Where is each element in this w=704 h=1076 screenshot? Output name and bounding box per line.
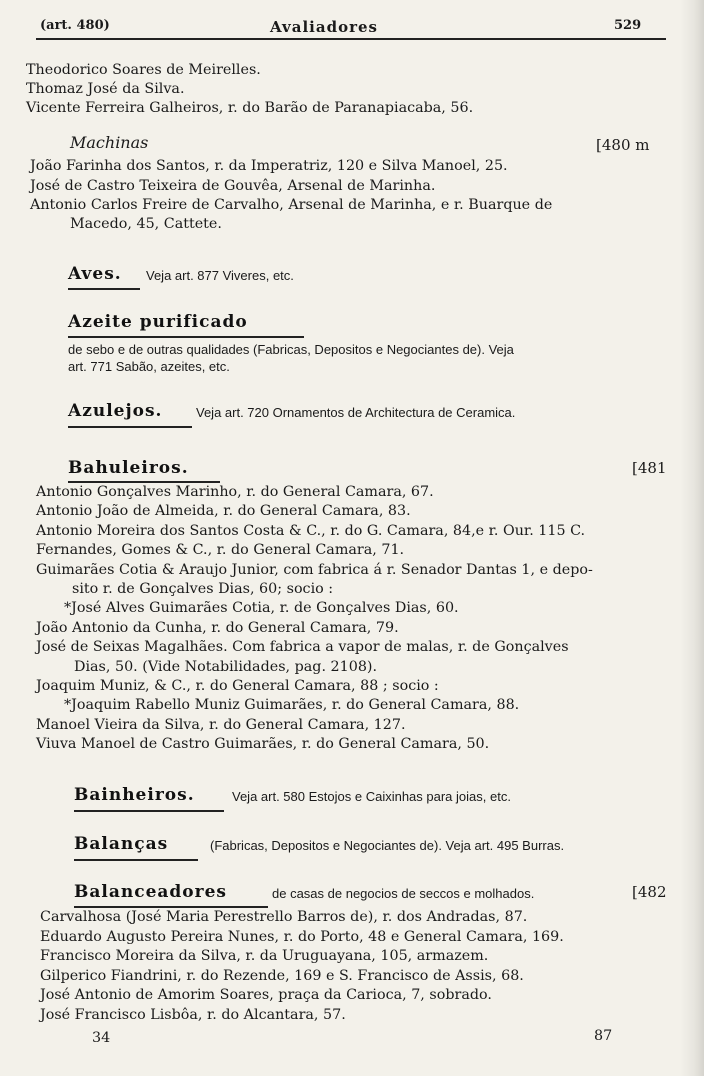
list-item: Eduardo Augusto Pereira Nunes, r. do Porto, 48 e General Camara, 169. [40, 929, 564, 945]
article-number: [482 [632, 883, 667, 901]
list-item: Guimarães Cotia & Araujo Junior, com fabrica á r. Senador Dantas 1, e depo- [36, 562, 593, 578]
header-page-number: 529 [614, 18, 642, 33]
list-item: Fernandes, Gomes & C., r. do General Camara, 71. [36, 542, 405, 558]
cross-reference: Veja art. 720 Ornamentos de Architectura de Ceramica. [196, 405, 516, 420]
list-item: Vicente Ferreira Galheiros, r. do Barão de Paranapiacaba, 56. [26, 100, 474, 116]
cross-reference: de sebo e de outras qualidades (Fabricas, Depositos e Negociantes de). Veja [68, 342, 514, 357]
list-item: Manoel Vieira da Silva, r. do General Camara, 127. [36, 717, 406, 733]
list-item: José Francisco Lisbôa, r. do Alcantara, 57. [40, 1007, 346, 1023]
cross-reference: art. 771 Sabão, azeites, etc. [68, 359, 230, 374]
list-item: Theodorico Soares de Meirelles. [26, 62, 261, 78]
list-item: sito r. de Gonçalves Dias, 60; socio : [72, 581, 334, 597]
list-item: José Antonio de Amorim Soares, praça da Carioca, 7, sobrado. [40, 987, 492, 1003]
cross-reference: (Fabricas, Depositos e Negociantes de). Veja art. 495 Burras. [210, 838, 565, 853]
list-item: Antonio Carlos Freire de Carvalho, Arsenal de Marinha, e r. Buarque de [30, 197, 553, 213]
article-number: [481 [632, 459, 667, 477]
scan-shadow [680, 0, 704, 1076]
section-heading-balancas: Balanças [74, 834, 169, 854]
section-rule [74, 859, 198, 861]
header-rule [36, 38, 666, 40]
section-heading-bahuleiros: Bahuleiros. [68, 458, 189, 478]
footer-signature-left: 34 [92, 1030, 111, 1046]
section-rule [68, 336, 304, 338]
section-heading-bainheiros: Bainheiros. [74, 785, 195, 805]
list-item: Francisco Moreira da Silva, r. da Uruguayana, 105, armazem. [40, 948, 489, 964]
list-item: Gilperico Fiandrini, r. do Rezende, 169 e S. Francisco de Assis, 68. [40, 968, 524, 984]
list-item: *José Alves Guimarães Cotia, r. de Gonçalves Dias, 60. [64, 600, 459, 616]
cross-reference: Veja art. 580 Estojos e Caixinhas para joias, etc. [232, 789, 511, 804]
subsection-heading-machinas: Machinas [70, 133, 149, 152]
list-item: João Farinha dos Santos, r. da Imperatriz, 120 e Silva Manoel, 25. [30, 158, 508, 174]
header-article-ref: (art. 480) [40, 18, 110, 33]
section-rule [74, 810, 224, 812]
section-heading-azeite: Azeite purificado [68, 312, 248, 332]
list-item: Antonio Gonçalves Marinho, r. do General Camara, 67. [36, 484, 434, 500]
section-rule [68, 481, 220, 483]
list-item: José de Seixas Magalhães. Com fabrica a vapor de malas, r. de Gonçalves [36, 639, 569, 655]
list-item: Antonio João de Almeida, r. do General Camara, 83. [36, 503, 411, 519]
list-item: João Antonio da Cunha, r. do General Camara, 79. [36, 620, 399, 636]
cross-reference: Veja art. 877 Viveres, etc. [146, 268, 294, 283]
list-item: Thomaz José da Silva. [26, 81, 185, 97]
header-title: Avaliadores [270, 18, 378, 36]
list-item: Dias, 50. (Vide Notabilidades, pag. 2108). [74, 659, 378, 675]
list-item: Antonio Moreira dos Santos Costa & C., r. do G. Camara, 84,e r. Our. 115 C. [36, 523, 586, 539]
section-rule [74, 906, 268, 908]
section-heading-azulejos: Azulejos. [68, 401, 163, 421]
section-subtitle: de casas de negocios de seccos e molhados. [272, 886, 535, 901]
list-item: *Joaquim Rabello Muniz Guimarães, r. do General Camara, 88. [64, 697, 520, 713]
list-item: Carvalhosa (José Maria Perestrello Barros de), r. dos Andradas, 87. [40, 909, 528, 925]
section-heading-aves: Aves. [68, 264, 122, 284]
list-item: Viuva Manoel de Castro Guimarães, r. do General Camara, 50. [36, 736, 490, 752]
list-item: Joaquim Muniz, & C., r. do General Camara, 88 ; socio : [36, 678, 439, 694]
article-number: [480 m [596, 136, 650, 154]
list-item: José de Castro Teixeira de Gouvêa, Arsenal de Marinha. [30, 178, 436, 194]
section-rule [68, 288, 140, 290]
footer-signature-right: 87 [594, 1028, 613, 1044]
list-item: Macedo, 45, Cattete. [70, 216, 222, 232]
section-heading-balanceadores: Balanceadores [74, 882, 227, 902]
section-rule [68, 426, 192, 428]
